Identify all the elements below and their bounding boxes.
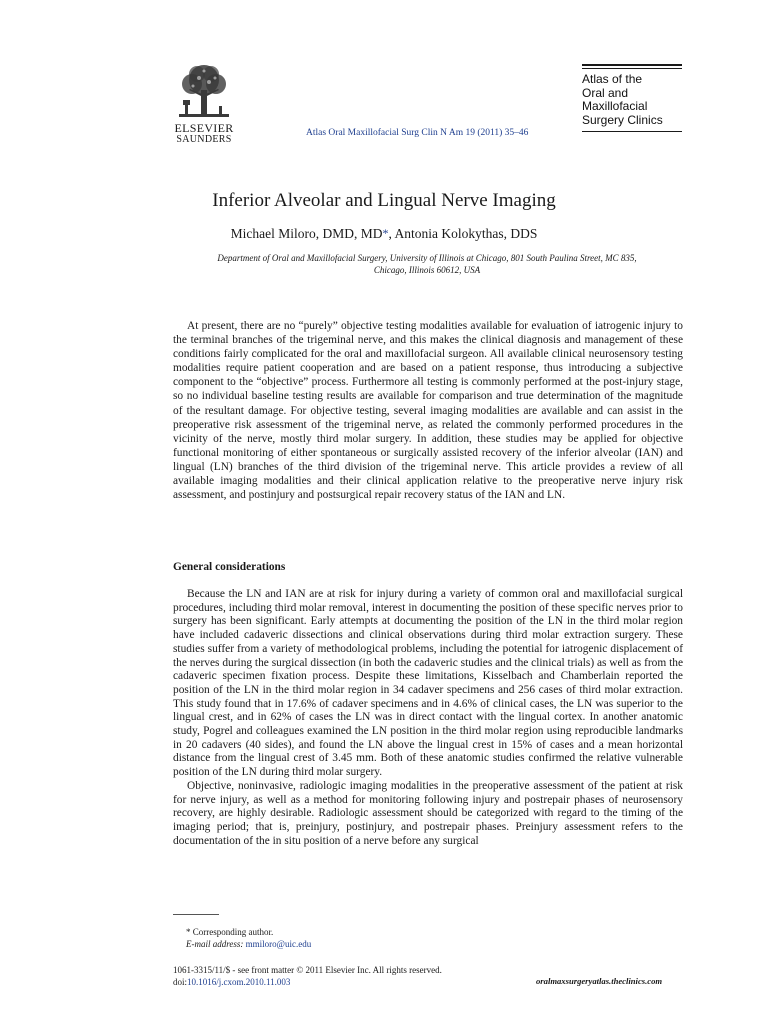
doi-label: doi:: [173, 977, 188, 987]
publisher-name: ELSEVIER: [174, 121, 234, 135]
email-label: E-mail address:: [186, 939, 244, 949]
elsevier-tree-icon: [175, 62, 233, 122]
corresponding-author-marker[interactable]: *: [382, 226, 389, 240]
elsevier-saunders-logo: [172, 62, 236, 145]
journal-citation[interactable]: Atlas Oral Maxillofacial Surg Clin N Am 19 (2011) 35–46: [306, 128, 529, 138]
body-paragraph: Because the LN and IAN are at risk for injury during a variety of common oral and maxillofacial surgical procedures, including third molar removal, interest in documenting the position of these specific nerves prior to surgery has been significant. Early attempts at documenting the position of the LN in the third molar region have included cadaveric dissections and clinical observations during third molar extraction surgery. These studies suffer from a variety of methodological problems, including the potential for iatrogenic displacement of the nerves during the surgical dissection (in both the cadaveric studies and the clinical trials) as well as from the cadaveric specimen fixation process. Despite these limitations, Kisselbach and Chamberlain reported the position of the LN in the third molar region in 34 cadaver specimens and 256 cases of third molar extraction. This study found that in 17.6% of cadaver specimens and in 4.6% of clinical cases, the LN was superior to the lingual crest, and in 62% of cases the LN was in direct contact with the lingual cortex. In another anatomic study, Pogrel and colleagues examined the LN position in the third molar region using reproducible landmarks in 20 cadavers (40 sides), and found the LN above the lingual crest in 15% of cases and a mean horizontal distance from the lingual crest of 3.45 mm. Both of these anatomic studies confirmed the relative vulnerable position of the LN during third molar surgery.: [173, 588, 683, 779]
issn-copyright: 1061-3315/11/$ - see front matter © 2011 Elsevier Inc. All rights reserved.: [173, 965, 442, 975]
doi-line: [173, 976, 442, 988]
brand-rule-thick: [582, 64, 682, 66]
article-body: [173, 588, 683, 848]
doi-link[interactable]: 10.1016/j.cxom.2010.11.003: [187, 977, 291, 987]
brand-rule-thin: [582, 68, 682, 69]
footnote-text: Corresponding author.: [192, 927, 274, 937]
body-paragraph: Objective, noninvasive, radiologic imaging modalities in the preoperative assessment of the patient at risk for nerve injury, as well as a method for monitoring following injury and postrepair phases of neurosensory recovery, are highly desirable. Radiologic assessment should be categorized with regard to the timing of the imaging period; that is, preinjury, postinjury, and postrepair phases. Preinjury assessment refers to the documentation of the in situ position of a nerve before any surgical: [173, 779, 683, 847]
publisher-imprint: SAUNDERS: [176, 134, 232, 145]
corresponding-author-note: [186, 926, 311, 938]
article-title: Inferior Alveolar and Lingual Nerve Imaging: [212, 190, 556, 211]
email-link[interactable]: mmiloro@uic.edu: [245, 939, 312, 949]
author-name: , Antonia Kolokythas, DDS: [388, 226, 538, 241]
email-line: [186, 938, 311, 950]
copyright-info: [173, 964, 442, 988]
author-affiliation: Department of Oral and Maxillofacial Surgery, University of Illinois at Chicago, 801 South Paulina Street, MC 835, Chicago, Illinois 60612, USA: [217, 253, 637, 275]
author-list: [0, 226, 768, 242]
journal-title: Atlas of the Oral and Maxillofacial Surgery Clinics: [582, 72, 663, 127]
footnote-divider: [173, 914, 219, 915]
abstract: At present, there are no “purely” objective testing modalities available for evaluation of iatrogenic injury to the terminal branches of the trigeminal nerve, and this makes the clinical diagnosis and management of these conditions fairly complicated for the oral and maxillofacial surgeon. All available clinical neurosensory testing modalities require patient cooperation and are based on a patient response, thus introducing a subjective component to the “objective” process. Furthermore all testing is commonly performed at the post-injury stage, so no individual baseline testing results are available for comparison and true determination of the magnitude of the resultant damage. For objective testing, several imaging modalities are available and can assist in the preoperative risk assessment of the trigeminal nerve, as related the commonly performed procedures in the vicinity of the nerve, mostly third molar surgery. In addition, these studies may be applied for objective functional monitoring of either spontaneous or surgically assisted recovery of the inferior alveolar (IAN) and lingual (LN) branches of the third division of the trigeminal nerve. This article provides a review of all available imaging modalities and their clinical application relative to the preoperative nerve injury risk assessment, and postinjury and postsurgical repair recovery status of the IAN and LN.: [173, 320, 683, 502]
footnote-marker: *: [186, 927, 191, 937]
journal-brand: [582, 64, 682, 132]
brand-rule-bottom: [582, 131, 682, 132]
journal-website[interactable]: oralmaxsurgeryatlas.theclinics.com: [536, 976, 663, 986]
footnote: [186, 926, 311, 950]
section-heading: General considerations: [173, 561, 286, 573]
author-name: Michael Miloro, DMD, MD: [230, 226, 383, 241]
